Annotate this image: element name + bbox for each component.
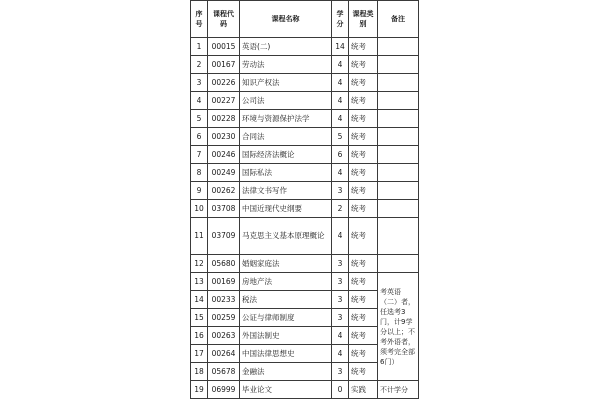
row-type: 统考 (349, 74, 378, 92)
row-type: 实践 (349, 381, 378, 399)
row-note (378, 146, 419, 164)
table-row (191, 92, 419, 110)
row-no: 6 (191, 128, 208, 146)
row-no: 19 (191, 381, 208, 399)
row-credits: 4 (332, 56, 349, 74)
row-credits: 5 (332, 128, 349, 146)
row-name: 中国近现代史纲要 (240, 200, 332, 218)
row-type: 统考 (349, 200, 378, 218)
row-note (378, 218, 419, 255)
row-code: 00228 (208, 110, 240, 128)
row-name: 合同法 (240, 128, 332, 146)
row-name: 知识产权法 (240, 74, 332, 92)
row-code: 00264 (208, 345, 240, 363)
table-row (191, 38, 419, 56)
row-name: 法律文书写作 (240, 182, 332, 200)
row-no: 17 (191, 345, 208, 363)
row-name: 国际经济法概论 (240, 146, 332, 164)
row-code: 00227 (208, 92, 240, 110)
row-credits: 3 (332, 363, 349, 381)
row-code: 00246 (208, 146, 240, 164)
row-name: 马克思主义基本原理概论 (240, 218, 332, 255)
row-code: 00169 (208, 273, 240, 291)
header-code: 课程代码 (208, 1, 240, 38)
row-type: 统考 (349, 309, 378, 327)
row-name: 金融法 (240, 363, 332, 381)
row-type: 统考 (349, 146, 378, 164)
row-credits: 3 (332, 182, 349, 200)
row-no: 14 (191, 291, 208, 309)
row-name: 国际私法 (240, 164, 332, 182)
row-credits: 3 (332, 291, 349, 309)
row-name: 公司法 (240, 92, 332, 110)
row-type: 统考 (349, 218, 378, 255)
row-name: 环境与资源保护法学 (240, 110, 332, 128)
row-note (378, 182, 419, 200)
row-credits: 3 (332, 255, 349, 273)
row-note (378, 56, 419, 74)
row-name: 婚姻家庭法 (240, 255, 332, 273)
header-type: 课程类别 (349, 1, 378, 38)
row-credits: 14 (332, 38, 349, 56)
row-code: 00249 (208, 164, 240, 182)
table-row (191, 164, 419, 182)
row-credits: 4 (332, 74, 349, 92)
row-name: 外国法制史 (240, 327, 332, 345)
row-code: 00233 (208, 291, 240, 309)
row-name: 税法 (240, 291, 332, 309)
row-no: 13 (191, 273, 208, 291)
elective-note: 考英语（二）者，任选考3门，计9学分以上；不考外语者，须考完全部6门） (378, 273, 419, 381)
row-name: 劳动法 (240, 56, 332, 74)
row-note (378, 200, 419, 218)
header-credits: 学分 (332, 1, 349, 38)
row-credits: 4 (332, 327, 349, 345)
row-code: 03708 (208, 200, 240, 218)
row-no: 16 (191, 327, 208, 345)
row-name: 毕业论文 (240, 381, 332, 399)
row-no: 9 (191, 182, 208, 200)
row-note (378, 255, 419, 273)
row-no: 10 (191, 200, 208, 218)
row-note (378, 128, 419, 146)
row-name: 英语(二) (240, 38, 332, 56)
row-credits: 2 (332, 200, 349, 218)
row-type: 统考 (349, 56, 378, 74)
row-code: 00167 (208, 56, 240, 74)
row-type: 统考 (349, 128, 378, 146)
row-no: 8 (191, 164, 208, 182)
row-credits: 4 (332, 218, 349, 255)
table-row (191, 146, 419, 164)
row-no: 18 (191, 363, 208, 381)
row-type: 统考 (349, 110, 378, 128)
table-row (191, 273, 419, 291)
row-no: 7 (191, 146, 208, 164)
table-row (191, 200, 419, 218)
table-row (191, 56, 419, 74)
row-type: 统考 (349, 345, 378, 363)
row-credits: 4 (332, 110, 349, 128)
row-type: 统考 (349, 182, 378, 200)
course-table (190, 0, 419, 399)
row-type: 统考 (349, 273, 378, 291)
row-code: 00262 (208, 182, 240, 200)
row-code: 03709 (208, 218, 240, 255)
row-no: 15 (191, 309, 208, 327)
row-type: 统考 (349, 164, 378, 182)
header-note: 备注 (378, 1, 419, 38)
row-no: 4 (191, 92, 208, 110)
row-no: 1 (191, 38, 208, 56)
row-code: 00226 (208, 74, 240, 92)
row-type: 统考 (349, 363, 378, 381)
table-row (191, 218, 419, 255)
row-credits: 3 (332, 273, 349, 291)
row-code: 00015 (208, 38, 240, 56)
row-note (378, 164, 419, 182)
table-row (191, 182, 419, 200)
table-row (191, 128, 419, 146)
row-credits: 6 (332, 146, 349, 164)
row-credits: 4 (332, 92, 349, 110)
row-credits: 4 (332, 164, 349, 182)
table-row (191, 381, 419, 399)
row-code: 06999 (208, 381, 240, 399)
row-note (378, 38, 419, 56)
row-note (378, 110, 419, 128)
row-type: 统考 (349, 327, 378, 345)
row-type: 统考 (349, 38, 378, 56)
row-no: 2 (191, 56, 208, 74)
row-type: 统考 (349, 255, 378, 273)
row-no: 5 (191, 110, 208, 128)
row-code: 05680 (208, 255, 240, 273)
row-code: 05678 (208, 363, 240, 381)
row-no: 11 (191, 218, 208, 255)
row-code: 00259 (208, 309, 240, 327)
row-name: 房地产法 (240, 273, 332, 291)
row-code: 00263 (208, 327, 240, 345)
row-no: 3 (191, 74, 208, 92)
row-note (378, 92, 419, 110)
row-credits: 4 (332, 345, 349, 363)
row-code: 00230 (208, 128, 240, 146)
row-credits: 0 (332, 381, 349, 399)
row-credits: 3 (332, 309, 349, 327)
table-row (191, 255, 419, 273)
row-note (378, 74, 419, 92)
row-no: 12 (191, 255, 208, 273)
thesis-note: 不计学分 (378, 381, 419, 399)
row-name: 公证与律师制度 (240, 309, 332, 327)
table-row (191, 74, 419, 92)
row-type: 统考 (349, 92, 378, 110)
table-header-row (191, 1, 419, 38)
table-row (191, 110, 419, 128)
header-name: 课程名称 (240, 1, 332, 38)
header-no: 序号 (191, 1, 208, 38)
row-name: 中国法律思想史 (240, 345, 332, 363)
row-type: 统考 (349, 291, 378, 309)
